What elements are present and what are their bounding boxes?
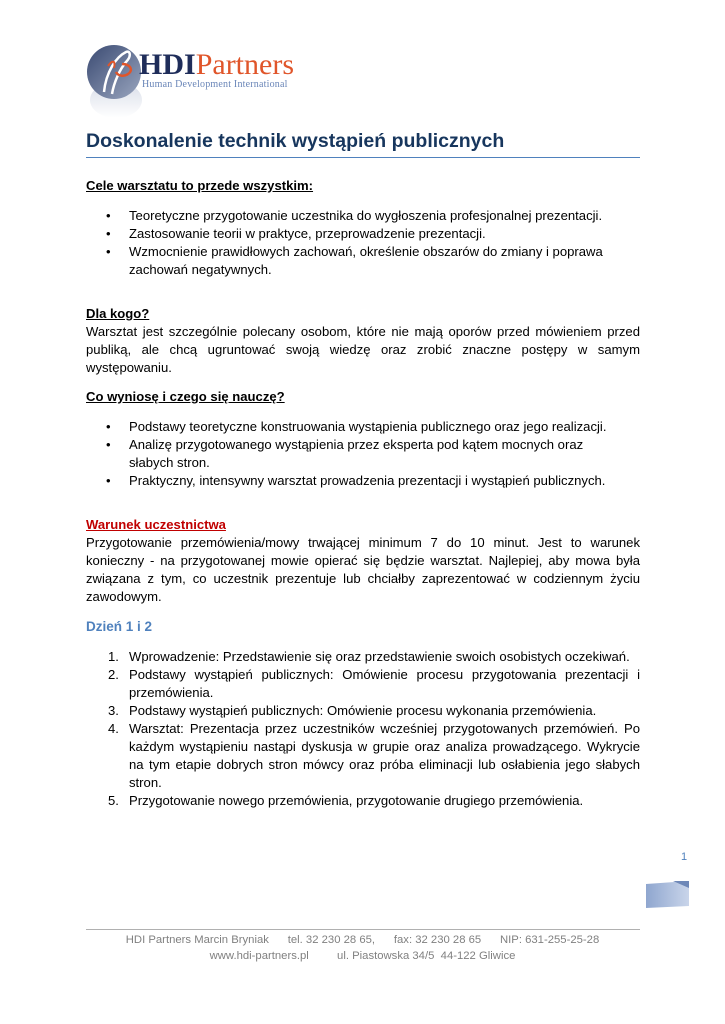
list-item bbox=[86, 207, 640, 225]
list-item bbox=[86, 472, 640, 490]
footer-line-address: www.hdi-partners.pl ul. Piastowska 34/5 44-122 Gliwice bbox=[209, 950, 516, 962]
logo-partners-text: Partners bbox=[195, 48, 294, 81]
list-item-text: Praktyczny, intensywny warsztat prowadzenia prezentacji i wystąpień publicznych. bbox=[129, 473, 606, 488]
days-list bbox=[86, 648, 640, 810]
outcomes-list bbox=[86, 418, 640, 490]
page-corner-decoration-icon bbox=[643, 878, 693, 910]
list-number: 1. bbox=[108, 649, 119, 664]
list-item-text: Podstawy wystąpień publicznych: Omówienie procesu wykonania przemówienia. bbox=[129, 703, 597, 718]
list-item bbox=[86, 702, 640, 720]
list-item bbox=[86, 436, 640, 472]
page-number: 1 bbox=[681, 851, 688, 863]
list-item-text: Wzmocnienie prawidłowych zachowań, określenie obszarów do zmiany i poprawa zachowań negatywnych. bbox=[129, 244, 603, 277]
list-number: 2. bbox=[108, 667, 119, 682]
list-item bbox=[86, 648, 640, 666]
goals-list bbox=[86, 207, 640, 279]
document-title: Doskonalenie technik wystąpień publicznych bbox=[86, 130, 505, 152]
document-body bbox=[86, 177, 640, 810]
list-item bbox=[86, 418, 640, 436]
condition-heading: Warunek uczestnictwa bbox=[86, 517, 226, 532]
list-item-text: Wprowadzenie: Przedstawienie się oraz przedstawienie swoich osobistych oczekiwań. bbox=[129, 649, 630, 664]
goals-heading: Cele warsztatu to przede wszystkim: bbox=[86, 178, 314, 193]
logo-hdi-text: HDI bbox=[139, 48, 196, 81]
list-item bbox=[86, 792, 640, 810]
list-number: 4. bbox=[108, 721, 119, 736]
outcomes-heading: Co wyniosę i czego się nauczę? bbox=[86, 389, 285, 404]
audience-text: Warsztat jest szczególnie polecany osobom, które nie mają oporów przed mówieniem przed publiką, ale chcą ugruntować swoją wiedzę oraz zrobić znaczne postępy w samym występowaniu. bbox=[86, 324, 640, 375]
list-item-text: Teoretyczne przygotowanie uczestnika do wygłoszenia profesjonalnej prezentacji. bbox=[129, 208, 603, 223]
list-item-text: Analizę przygotowanego wystąpienia przez eksperta pod kątem mocnych oraz słabych stron. bbox=[129, 437, 584, 470]
list-item bbox=[86, 666, 640, 702]
bullet-icon: • bbox=[106, 419, 111, 434]
logo-emblem-icon bbox=[86, 42, 146, 122]
list-item-text: Zastosowanie teorii w praktyce, przeprowadzenie prezentacji. bbox=[129, 226, 486, 241]
bullet-icon: • bbox=[106, 208, 111, 223]
bullet-icon: • bbox=[106, 437, 111, 452]
list-number: 5. bbox=[108, 793, 119, 808]
list-number: 3. bbox=[108, 703, 119, 718]
bullet-icon: • bbox=[106, 473, 111, 488]
list-item bbox=[86, 243, 640, 279]
condition-text: Przygotowanie przemówienia/mowy trwającej minimum 7 do 10 minut. Jest to warunek konieczny - na przygotowanej mowie opierać się będzie warsztat. Najlepiej, aby mowa była związana z tym, co uczestnik prezentuje lub chciałby zaprezentować w codziennym życiu zawodowym. bbox=[86, 535, 640, 604]
list-item-text: Warsztat: Prezentacja przez uczestników wcześniej przygotowanych przemówień. Po każdym wystąpieniu nastąpi dyskusja w grupie oraz analiza prowadzącego. Wykrycie na tym etapie dobrych stron mówcy oraz próba eliminacji lub osłabienia jego słabych stron. bbox=[129, 721, 640, 790]
footer-divider bbox=[86, 929, 640, 930]
footer-line-contact: HDI Partners Marcin Bryniak tel. 32 230 28 65, fax: 32 230 28 65 NIP: 631-255-25-28 bbox=[125, 934, 600, 946]
list-item bbox=[86, 225, 640, 243]
logo-wordmark bbox=[139, 50, 294, 80]
bullet-icon: • bbox=[106, 226, 111, 241]
audience-heading: Dla kogo? bbox=[86, 306, 150, 321]
list-item-text: Przygotowanie nowego przemówienia, przygotowanie drugiego przemówienia. bbox=[129, 793, 584, 808]
list-item-text: Podstawy teoretyczne konstruowania wystąpienia publicznego oraz jego realizacji. bbox=[129, 419, 607, 434]
bullet-icon: • bbox=[106, 244, 111, 259]
logo-subtitle: Human Development International bbox=[142, 79, 288, 90]
list-item bbox=[86, 720, 640, 792]
days-heading: Dzień 1 i 2 bbox=[86, 619, 153, 634]
list-item-text: Podstawy wystąpień publicznych: Omówienie procesu przygotowania prezentacji i przemówienia. bbox=[129, 667, 640, 700]
title-divider bbox=[86, 157, 640, 158]
